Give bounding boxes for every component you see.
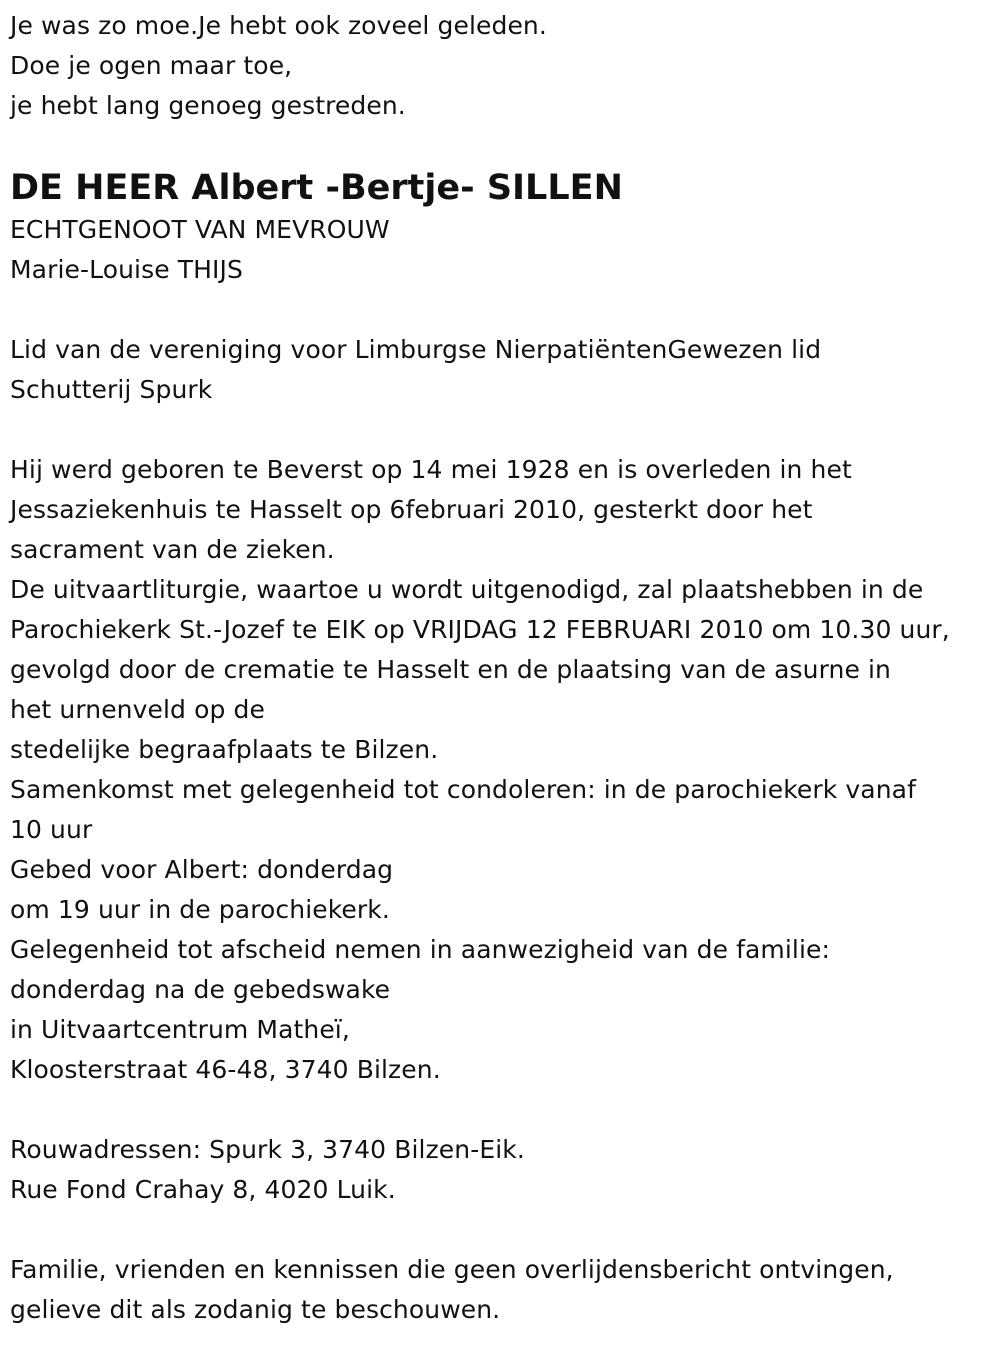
obituary-notice (10, 6, 995, 1330)
detail-line: in Uitvaartcentrum Matheï, (10, 1015, 350, 1044)
detail-line: Jessaziekenhuis te Hasselt op 6februari 2010, gesterkt door het (10, 495, 813, 524)
detail-line: Gebed voor Albert: donderdag (10, 855, 394, 884)
spouse-line: ECHTGENOOT VAN MEVROUW (10, 215, 390, 244)
detail-line: Samenkomst met gelegenheid tot condoleren: in de parochiekerk vanaf (10, 775, 916, 804)
poem (10, 6, 995, 126)
detail-line: sacrament van de zieken. (10, 535, 335, 564)
memberships-block (10, 330, 995, 410)
detail-line: Gelegenheid tot afscheid nemen in aanwezigheid van de familie: (10, 935, 831, 964)
spouse-line: Marie-Louise THIJS (10, 255, 243, 284)
spacer (10, 410, 995, 450)
detail-line: 10 uur (10, 815, 93, 844)
closing-line: gelieve dit als zodanig te beschouwen. (10, 1295, 501, 1324)
spacer (10, 1210, 995, 1250)
address-line: Rue Fond Crahay 8, 4020 Luik. (10, 1175, 396, 1204)
spacer (10, 290, 995, 330)
spacer (10, 1090, 995, 1130)
detail-line: het urnenveld op de (10, 695, 265, 724)
detail-line: Kloosterstraat 46-48, 3740 Bilzen. (10, 1055, 441, 1084)
detail-line: gevolgd door de crematie te Hasselt en de plaatsing van de asurne in (10, 655, 891, 684)
poem-line: je hebt lang genoeg gestreden. (10, 91, 406, 120)
detail-line: stedelijke begraafplaats te Bilzen. (10, 735, 439, 764)
addresses-block (10, 1130, 995, 1210)
detail-line: Parochiekerk St.-Jozef te EIK op VRIJDAG 12 FEBRUARI 2010 om 10.30 uur, (10, 615, 950, 644)
spouse-block (10, 210, 995, 290)
detail-line: om 19 uur in de parochiekerk. (10, 895, 390, 924)
spacer (10, 126, 995, 166)
deceased-name-heading: DE HEER Albert -Bertje- SILLEN (10, 168, 623, 208)
closing-line: Familie, vrienden en kennissen die geen overlijdensbericht ontvingen, (10, 1255, 894, 1284)
detail-line: Hij werd geboren te Beverst op 14 mei 1928 en is overleden in het (10, 455, 852, 484)
poem-line: Je was zo moe.Je hebt ook zoveel geleden. (10, 11, 547, 40)
details-block (10, 450, 995, 1090)
membership-line: Schutterij Spurk (10, 375, 213, 404)
address-line: Rouwadressen: Spurk 3, 3740 Bilzen-Eik. (10, 1135, 525, 1164)
detail-line: De uitvaartliturgie, waartoe u wordt uitgenodigd, zal plaatshebben in de (10, 575, 924, 604)
poem-line: Doe je ogen maar toe, (10, 51, 293, 80)
membership-line: Lid van de vereniging voor Limburgse NierpatiëntenGewezen lid (10, 335, 822, 364)
closing-block (10, 1250, 995, 1330)
detail-line: donderdag na de gebedswake (10, 975, 391, 1004)
